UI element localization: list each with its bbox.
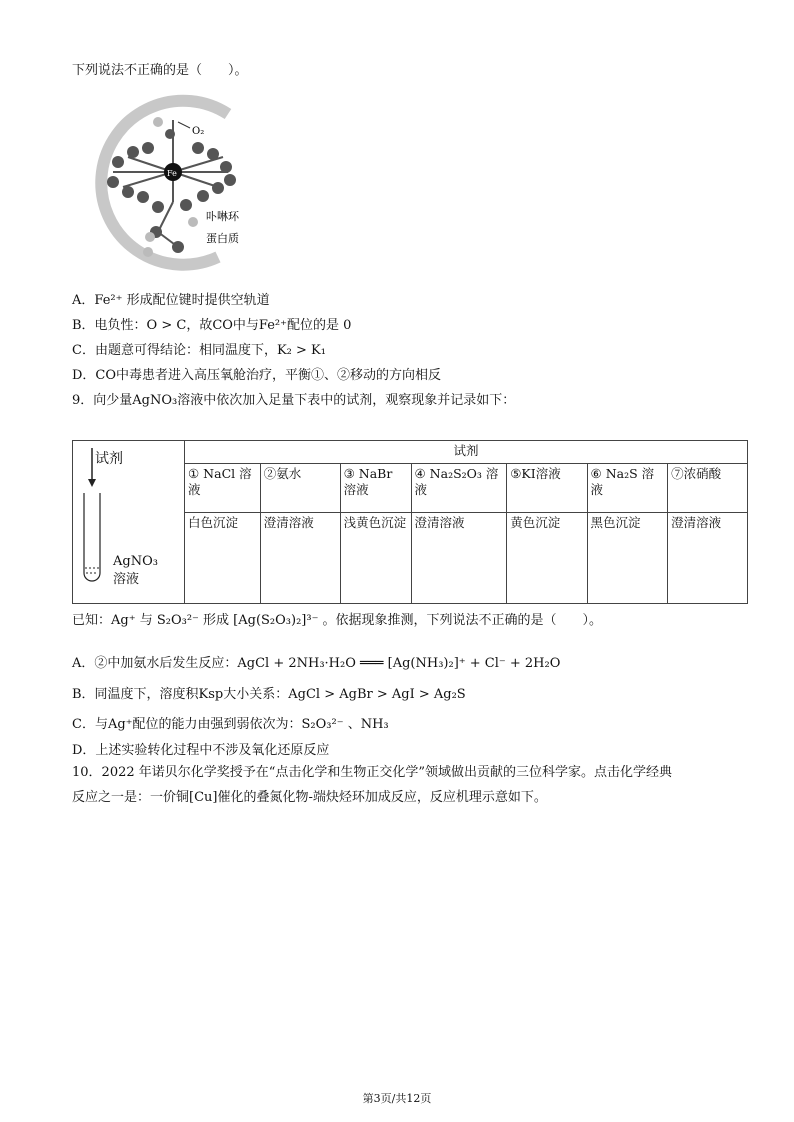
reagent-cell: ⑤KI溶液: [507, 463, 587, 513]
reagent-cell: ⑥ Na₂S 溶液: [587, 463, 668, 513]
q9-option-a: A．②中加氨水后发生反应：AgCl + 2NH₃·H₂O ═══ [Ag(NH₃)₂]⁺ + Cl⁻ + 2H₂O: [72, 656, 561, 671]
heme-figure: [78, 92, 248, 272]
reagent-cell: ③ NaBr 溶液: [340, 463, 411, 513]
reagent-table: [72, 440, 748, 604]
q8-option-d: D．CO中毒患者进入高压氧舱治疗，平衡①、②移动的方向相反: [72, 368, 442, 383]
q9-option-c: C．与Ag⁺配位的能力由强到弱依次为：S₂O₃²⁻ 、NH₃: [72, 717, 389, 732]
q9-option-b: B．同温度下，溶度积Ksp大小关系：AgCl > AgBr > AgI > Ag₂S: [72, 687, 466, 702]
q9-option-d: D．上述实验转化过程中不涉及氧化还原反应: [72, 743, 330, 758]
ring-label: 卟啉环: [206, 210, 239, 223]
q10-line-2: 反应之一是：一价铜[Cu]催化的叠氮化物-端炔烃环加成反应，反应机理示意如下。: [72, 790, 547, 805]
phenomenon-cell: 黑色沉淀: [587, 513, 668, 604]
phenomenon-cell: 黄色沉淀: [507, 513, 587, 604]
q9-stem: 9．向少量AgNO₃溶液中依次加入足量下表中的试剂，观察现象并记录如下：: [72, 393, 516, 408]
q8-option-b: B．电负性：O > C，故CO中与Fe²⁺配位的是 0: [72, 318, 352, 333]
q9-known: 已知：Ag⁺ 与 S₂O₃²⁻ 形成 [Ag(S₂O₃)₂]³⁻ 。依据现象推测，下列说法不正确的是（ ）。: [72, 613, 603, 628]
phenomenon-cell: 澄清溶液: [411, 513, 507, 604]
page-footer: 第3页/共12页: [362, 1092, 432, 1105]
test-tube-cell: [73, 441, 185, 604]
reagent-cell: ④ Na₂S₂O₃ 溶液: [411, 463, 507, 513]
fe-label: Fe: [167, 169, 177, 178]
reagent-cell: ① NaCl 溶液: [185, 463, 261, 513]
reagent-cell: ⑦浓硝酸: [668, 463, 748, 513]
q8-stem: 下列说法不正确的是（ ）。: [72, 63, 248, 78]
phenomenon-cell: 澄清溶液: [260, 513, 340, 604]
reagent-cell: ②氨水: [260, 463, 340, 513]
phenomenon-cell: 白色沉淀: [185, 513, 261, 604]
q8-option-a: A．Fe²⁺ 形成配位键时提供空轨道: [72, 293, 270, 308]
corner-agno3-label: AgNO₃ 溶液: [113, 554, 158, 587]
phenomenon-cell: 澄清溶液: [668, 513, 748, 604]
corner-reagent-label: 试剂: [95, 451, 123, 467]
q10-line-1: 10．2022 年诺贝尔化学奖授予在“点击化学和生物正交化学”领域做出贡献的三位科学家。点击化学经典: [72, 765, 673, 780]
phenomenon-cell: 浅黄色沉淀: [340, 513, 411, 604]
table-header: 试剂: [185, 441, 748, 464]
protein-label: 蛋白质: [206, 232, 239, 245]
o2-label: O₂: [192, 126, 205, 137]
q8-option-c: C．由题意可得结论：相同温度下，K₂ > K₁: [72, 343, 326, 358]
